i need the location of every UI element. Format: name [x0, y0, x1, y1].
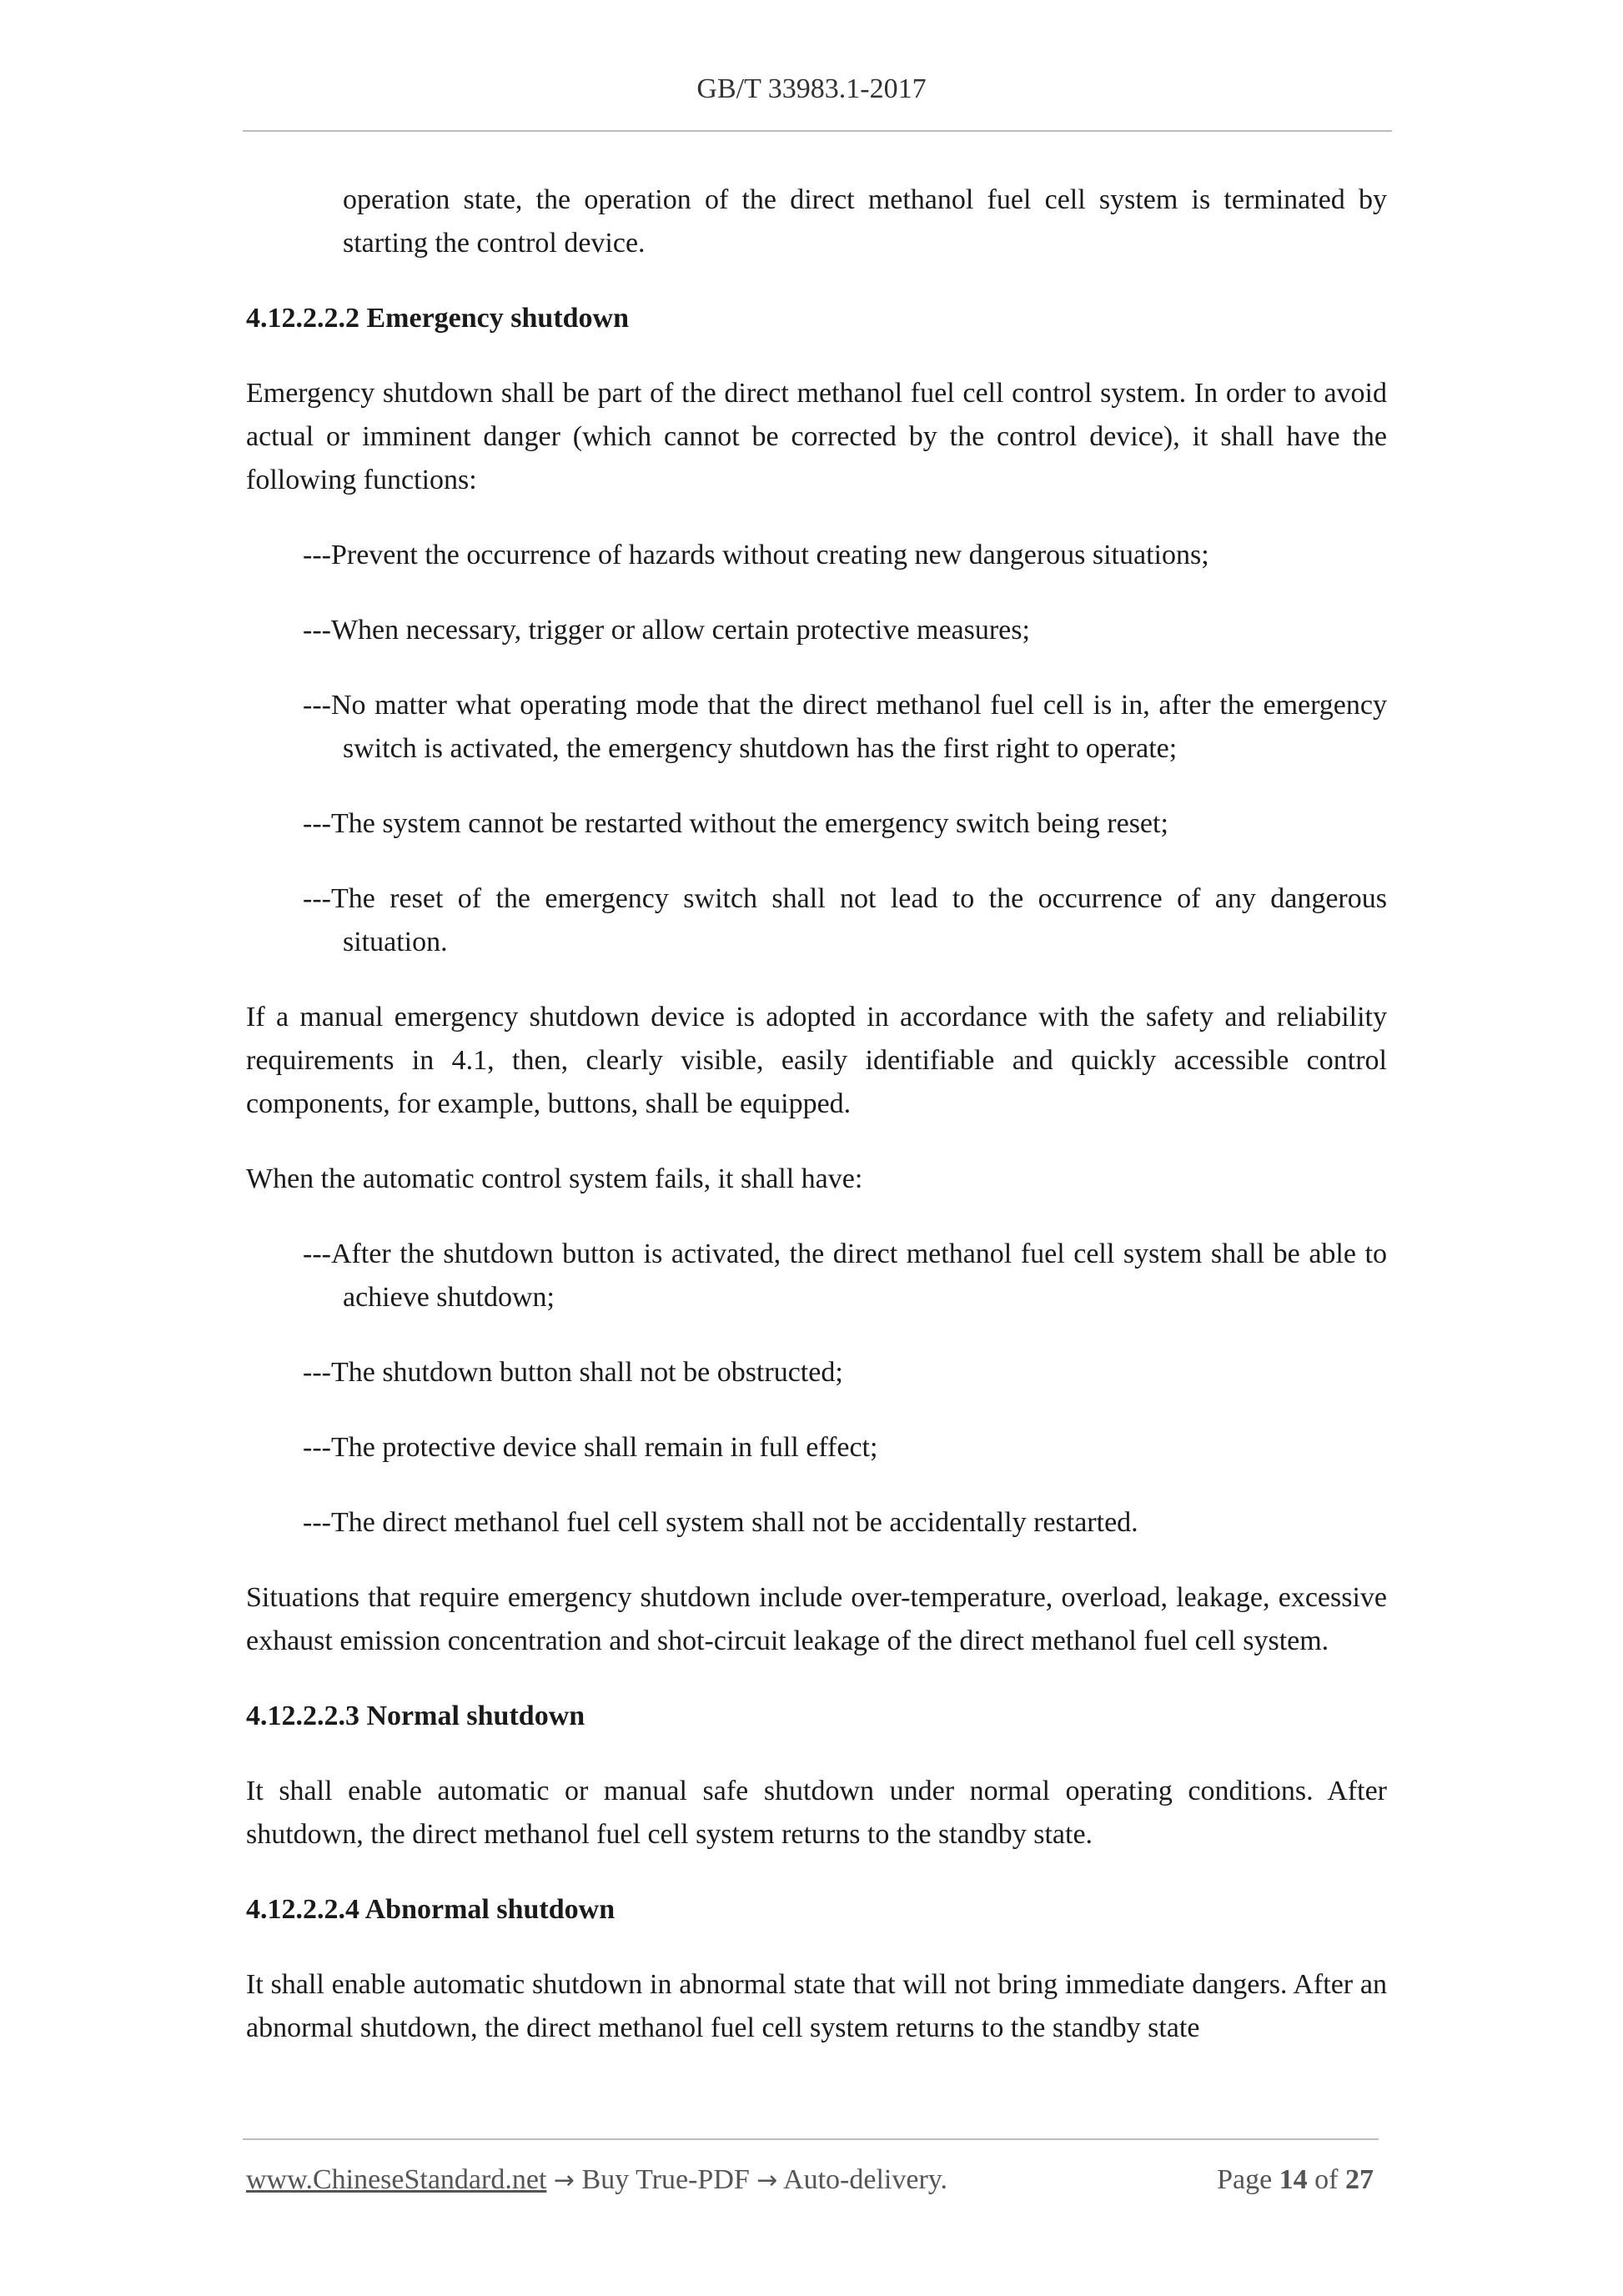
- list-item: ---No matter what operating mode that the direct methanol fuel cell is in, after the emergency switch is activated, the emergency shutdown has the first right to operate;: [303, 690, 1387, 764]
- current-page-number: 14: [1279, 2164, 1308, 2195]
- page-content: [246, 178, 1387, 2082]
- list-item: ---When necessary, trigger or allow certain protective measures;: [303, 615, 1030, 646]
- list-item: ---After the shutdown button is activated, the direct methanol fuel cell system shall be able to achieve shutdown;: [303, 1238, 1387, 1313]
- auto-delivery-text: Auto-delivery.: [783, 2164, 948, 2195]
- paragraph-emergency-intro: Emergency shutdown shall be part of the direct methanol fuel cell control system. In order to avoid actual or imminent danger (which cannot be corrected by the control device), it shall have the following functions:: [246, 378, 1387, 495]
- website-link[interactable]: www.ChineseStandard.net: [246, 2164, 547, 2195]
- list-item: ---The shutdown button shall not be obstructed;: [303, 1357, 843, 1388]
- list-item: ---Prevent the occurrence of hazards without creating new dangerous situations;: [303, 540, 1209, 570]
- arrow-right-icon: →: [756, 2166, 778, 2195]
- list-item: ---The reset of the emergency switch shall not lead to the occurrence of any dangerous situation.: [303, 883, 1387, 957]
- paragraph-shutdown-situations: Situations that require emergency shutdown include over-temperature, overload, leakage, excessive exhaust emission concentration and shot-circuit leakage of the direct methanol fuel cell system.: [246, 1582, 1387, 1656]
- footer-divider: [243, 2138, 1379, 2140]
- list-item: ---The direct methanol fuel cell system shall not be accidentally restarted.: [303, 1507, 1138, 1538]
- continued-paragraph: operation state, the operation of the direct methanol fuel cell system is terminated by starting the control device.: [343, 184, 1387, 259]
- paragraph-control-system-fails: When the automatic control system fails, it shall have:: [246, 1163, 863, 1194]
- of-label: of: [1314, 2164, 1339, 2195]
- total-pages-number: 27: [1345, 2164, 1374, 2195]
- arrow-right-icon: →: [553, 2166, 575, 2195]
- page-label: Page: [1217, 2164, 1273, 2195]
- paragraph-normal-shutdown: It shall enable automatic or manual safe shutdown under normal operating conditions. After shutdown, the direct methanol fuel cell system returns to the standby state.: [246, 1776, 1387, 1850]
- standard-number-header: GB/T 33983.1-2017: [696, 73, 927, 104]
- list-item: ---The system cannot be restarted without the emergency switch being reset;: [303, 808, 1168, 839]
- page-indicator: [1217, 2158, 1374, 2202]
- header-divider: [243, 130, 1392, 132]
- paragraph-manual-shutdown-device: If a manual emergency shutdown device is adopted in accordance with the safety and reliability requirements in 4.1, then, clearly visible, easily identifiable and quickly accessible control components, for example, buttons, shall be equipped.: [246, 1002, 1387, 1119]
- footer-promo: [246, 2158, 947, 2203]
- paragraph-abnormal-shutdown: It shall enable automatic shutdown in abnormal state that will not bring immediate dangers. After an abnormal shutdown, the direct methanol fuel cell system returns to the standby state: [246, 1969, 1387, 2043]
- section-heading-normal-shutdown: 4.12.2.2.3 Normal shutdown: [246, 1701, 585, 1731]
- list-item: ---The protective device shall remain in full effect;: [303, 1432, 878, 1463]
- buy-true-pdf-text: Buy True-PDF: [581, 2164, 750, 2195]
- section-heading-abnormal-shutdown: 4.12.2.2.4 Abnormal shutdown: [246, 1894, 616, 1925]
- section-heading-emergency-shutdown: 4.12.2.2.2 Emergency shutdown: [246, 303, 630, 334]
